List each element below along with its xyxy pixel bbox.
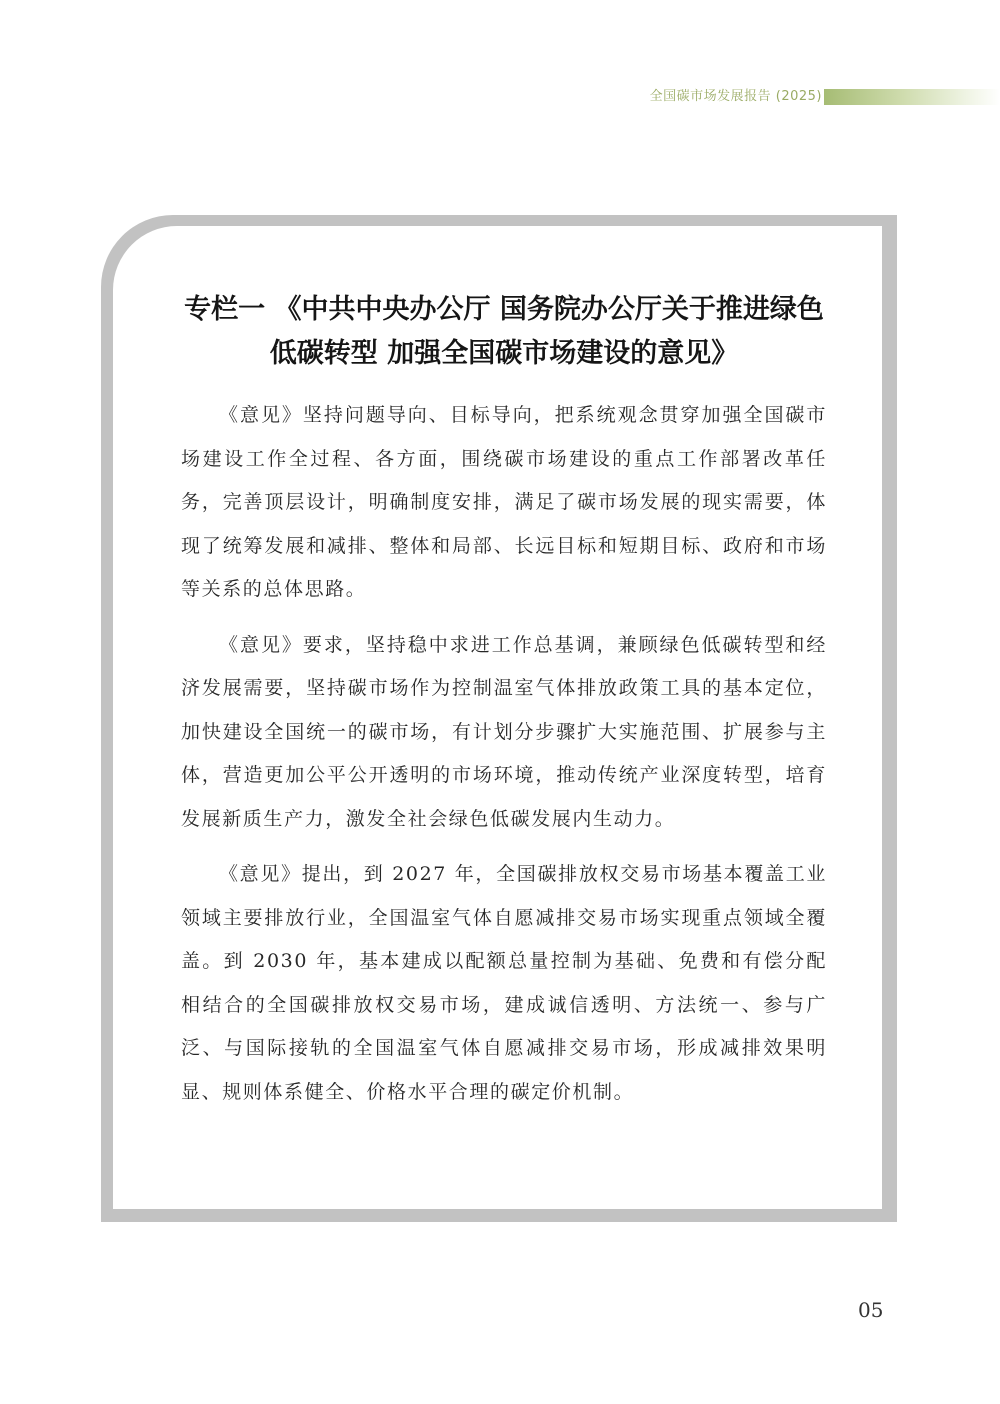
column-box-title: 专栏一 《中共中央办公厅 国务院办公厅关于推进绿色低碳转型 加强全国碳市场建设的意见》 [184,294,824,369]
body-paragraph-1: 《意见》坚持问题导向、目标导向，把系统观念贯穿加强全国碳市场建设工作全过程、各方面，围绕碳市场建设的重点工作部署改革任务，完善顶层设计，明确制度安排，满足了碳市场发展的现实需要，体现了统筹发展和减排、整体和局部、长远目标和短期目标、政府和市场等关系的总体思路。 [181,404,827,600]
body-paragraph-3: 《意见》提出，到 2027 年，全国碳排放权交易市场基本覆盖工业领域主要排放行业，全国温室气体自愿减排交易市场实现重点领域全覆盖。到 2030 年，基本建成以配额总量控制为基础、免费和有偿分配相结合的全国碳排放权交易市场，建成诚信透明、方法统一、参与广泛、与国际接轨的全国温室气体自愿减排交易市场，形成减排效果明显、规则体系健全、价格水平合理的碳定价机制。 [181,863,827,1103]
running-header [0,86,1000,108]
body-paragraph-2: 《意见》要求，坚持稳中求进工作总基调，兼顾绿色低碳转型和经济发展需要，坚持碳市场作为控制温室气体排放政策工具的基本定位，加快建设全国统一的碳市场，有计划分步骤扩大实施范围、扩展参与主体，营造更加公平公开透明的市场环境，推动传统产业深度转型，培育发展新质生产力，激发全社会绿色低碳发展内生动力。 [181,633,827,830]
running-header-title: 全国碳市场发展报告 (2025) [649,89,822,104]
column-box [113,226,882,1209]
page-number: 05 [858,1298,884,1322]
header-accent-bar [824,89,1000,105]
